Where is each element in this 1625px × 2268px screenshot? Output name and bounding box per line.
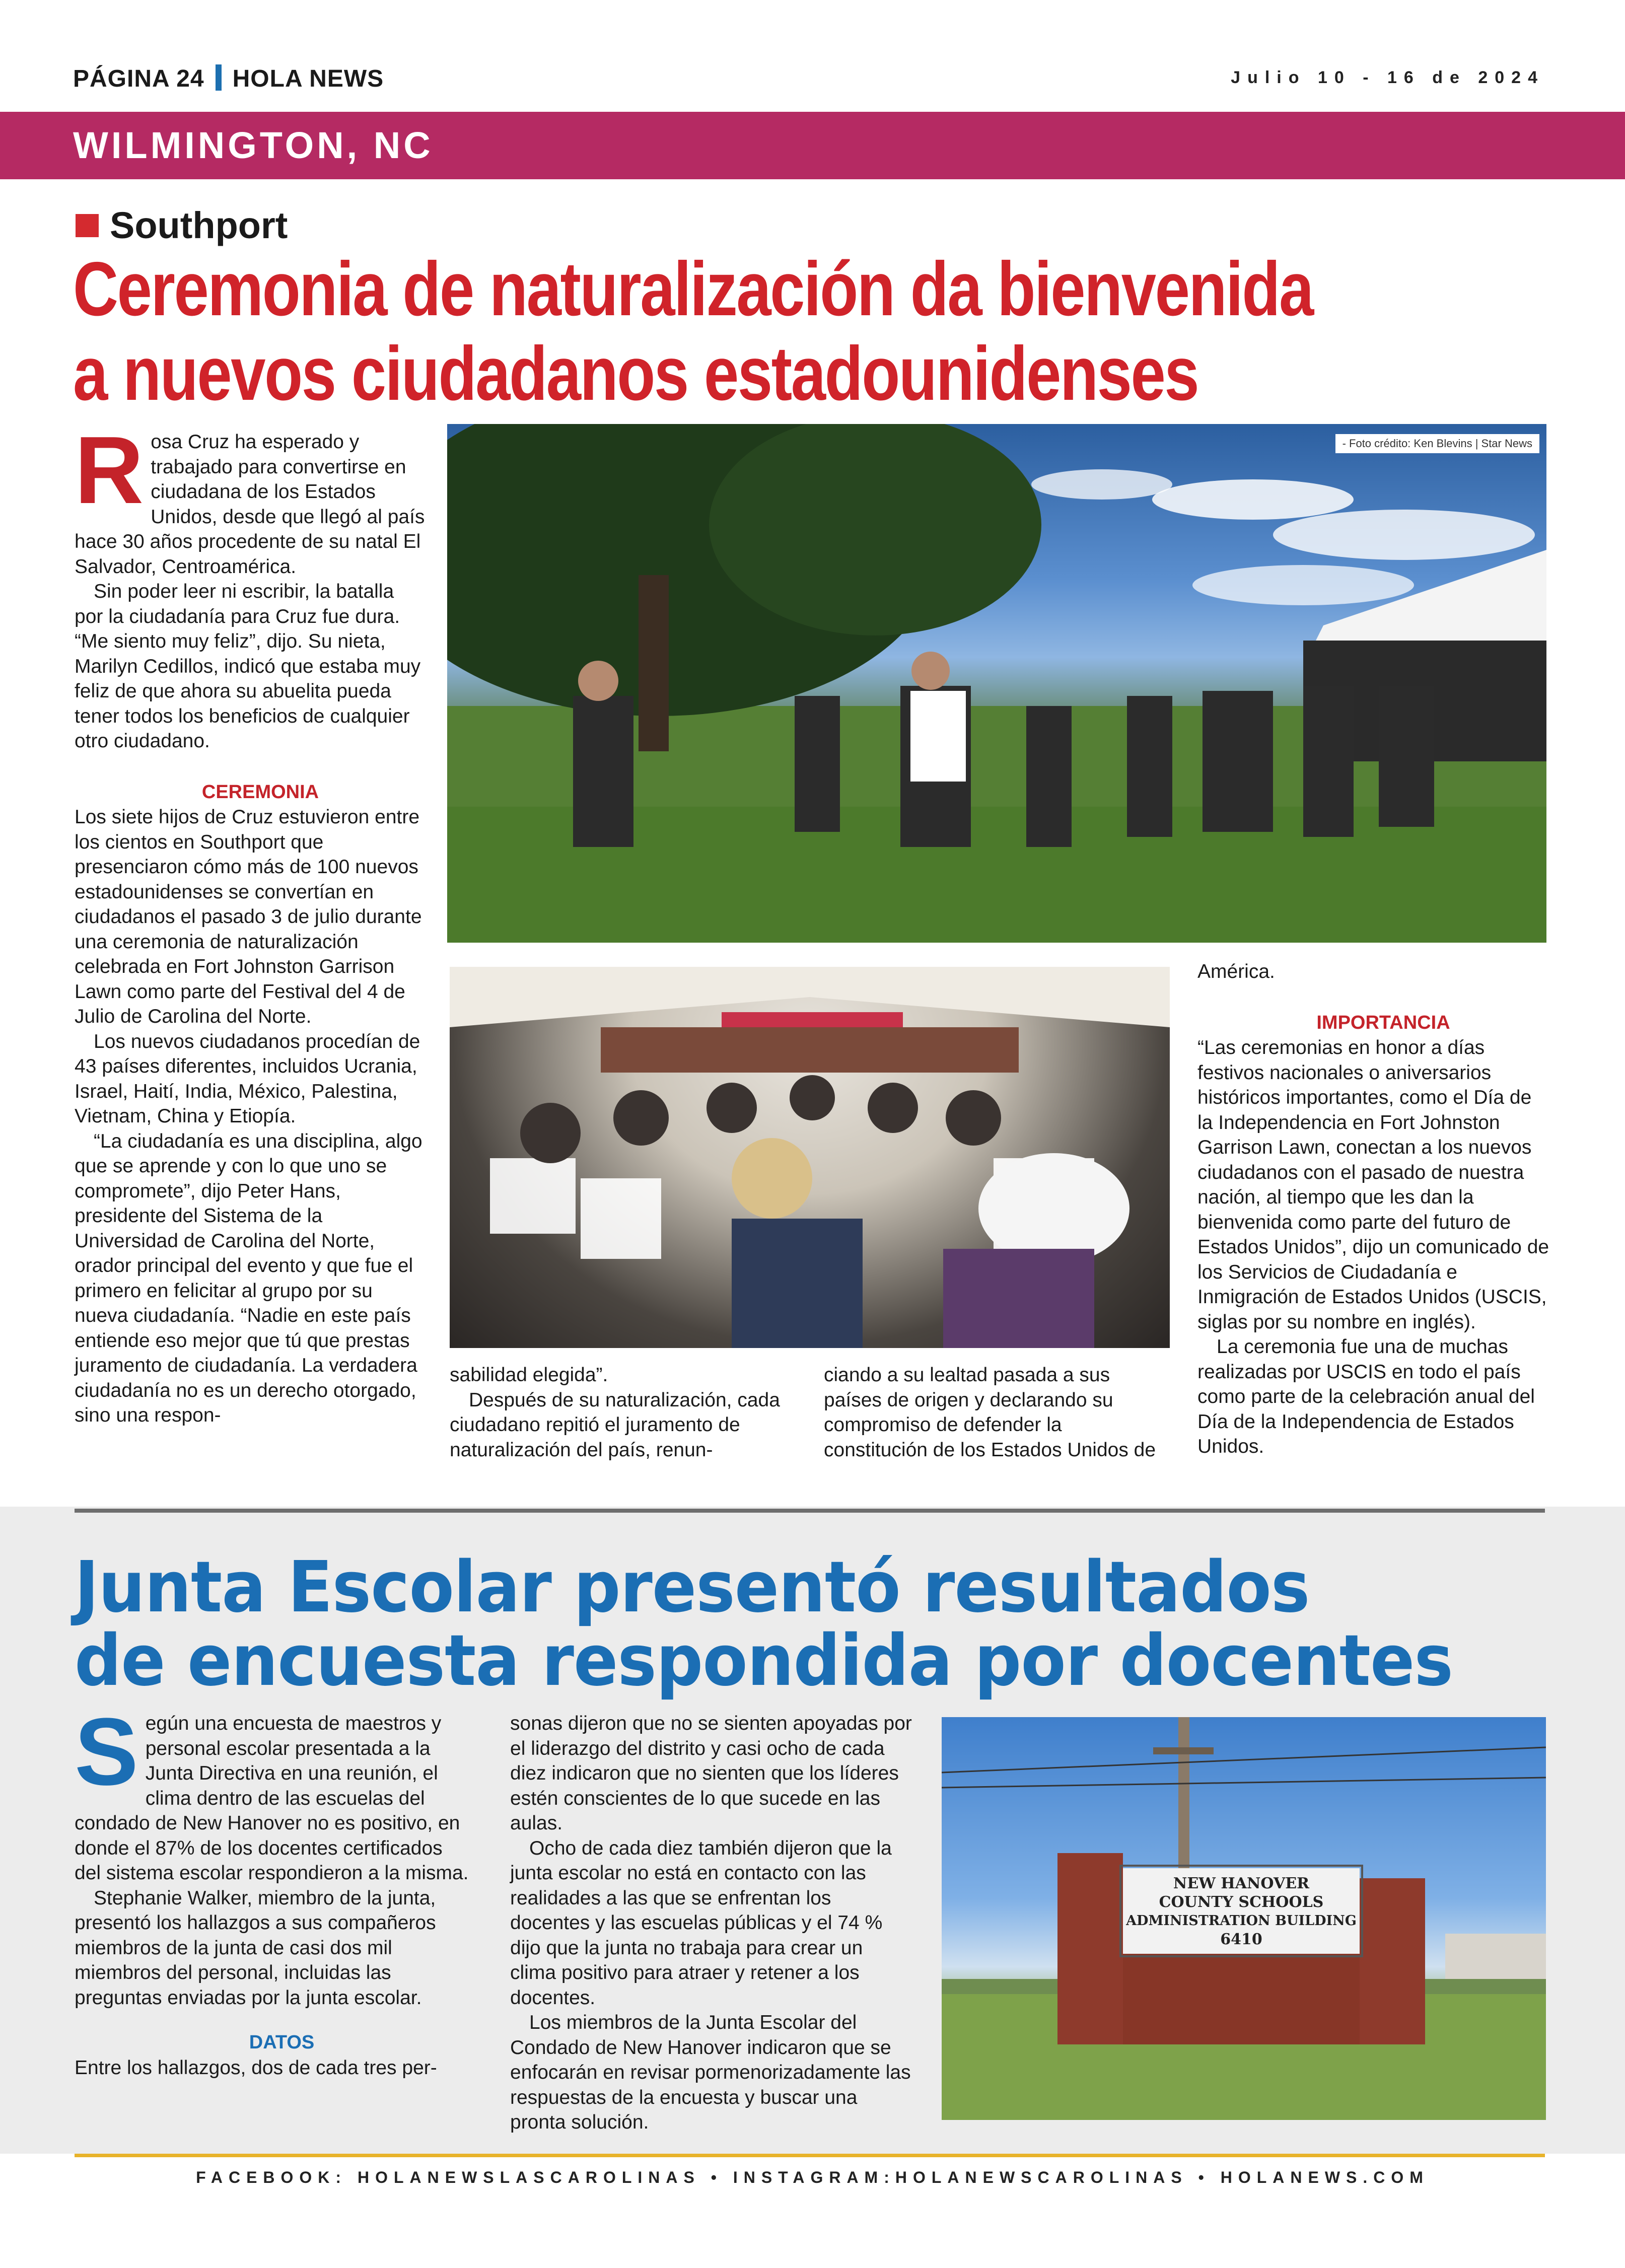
- article1-kicker: [76, 204, 288, 247]
- paragraph: Ocho de cada diez también dijeron que la junta escolar no está en contacto con las realidades a las que se enfrentan los docentes y las escuelas públicas y el 74 % dijo que la junta no trabaja para crear un clima positivo para atraer y retener a los docentes.: [510, 1837, 892, 2009]
- article1-column-3: [824, 1363, 1166, 1462]
- footer-rule: [75, 2154, 1545, 2157]
- paragraph: “La ciudadanía es una disciplina, algo que se aprende y con lo que uno se compromete”, dijo Peter Hans, presidente del Sistema de la Universidad de Carolina del Norte, orador principal del evento y que fue el primero en felicitar al grupo por su nueva ciudadanía. “Nadie en este país entiende eso mejor que tú que prestas juramento de ciudadanía. La verdadera ciudadanía no es un derecho otorgado, sino una respon-: [75, 1130, 422, 1426]
- school-administration-sign-photo: [942, 1717, 1546, 2120]
- headline-line: de encuesta respondida por docentes: [75, 1620, 1453, 1702]
- photo-credit: - Foto crédito: Ken Blevins | Star News: [1335, 434, 1539, 453]
- sign-line: NEW HANOVER: [1173, 1875, 1310, 1892]
- kicker-square-icon: [76, 214, 99, 237]
- headline-line: Junta Escolar presentó resultados: [75, 1546, 1310, 1628]
- paragraph: Entre los hallazgos, dos de cada tres per-: [75, 2057, 437, 2079]
- publication-name: HOLA NEWS: [232, 65, 384, 92]
- paragraph: Stephanie Walker, miembro de la junta, presentó los hallazgos a sus compañeros miembros de la junta de casi dos mil miembros del personal, incluidas las preguntas enviadas por la junta escolar.: [75, 1887, 436, 2009]
- paragraph: Los siete hijos de Cruz estuvieron entre los cientos en Southport que presenciaron cómo más de 100 nuevos estadounidenses se convertían en ciudadanos el pasado 3 de julio durante una ceremonia de naturalización celebrada en Fort Johnston Garrison Lawn como parte del Festival del 4 de Julio de Carolina del Norte.: [75, 806, 422, 1027]
- footer-social-links: FACEBOOK: HOLANEWSLASCAROLINAS • INSTAGRAM:HOLANEWSCAROLINAS • HOLANEWS.COM: [196, 2168, 1429, 2186]
- paragraph: osa Cruz ha esperado y trabajado para convertirse en ciudadana de los Estados Unidos, desde que llegó al país hace 30 años procedente de su natal El Salvador, Centroamérica.: [75, 431, 425, 578]
- issue-date: Julio 10 - 16 de 2024: [1231, 68, 1544, 87]
- article1-headline: [73, 247, 1560, 416]
- section-city: WILMINGTON, NC: [73, 124, 434, 166]
- paragraph: sonas dijeron que no se sienten apoyadas por el liderazgo del distrito y casi ocho de cada diez indicaron que no sienten que los líderes estén conscientes de lo que sucede en las aulas.: [510, 1713, 912, 1834]
- drop-cap: R: [75, 417, 144, 524]
- paragraph: “Las ceremonias en honor a días festivos nacionales o aniversarios históricos importantes, como el Día de la Independencia en Fort Johnston Garrison Lawn, conectan a los nuevos ciudadanos con el pasado de nuestra nación, al tiempo que les dan la bienvenida como parte del futuro de Estados Unidos”, dijo un comunicado de los Servicios de Ciudadanía e Inmigración de Estados Unidos (USCIS, siglas por su nombre en inglés).: [1197, 1037, 1549, 1333]
- article1-column-4: [1197, 959, 1550, 1459]
- paragraph: ciando a su lealtad pasada a sus países de origen y declarando su compromiso de defender la constitución de los Estados Unidos de: [824, 1364, 1156, 1461]
- article1-column-1: [75, 417, 427, 1428]
- headline-line: Ceremonia de naturalización da bienvenida: [73, 246, 1313, 332]
- paragraph: América.: [1197, 961, 1275, 982]
- paragraph: Después de su naturalización, cada ciudadano repitió el juramento de naturalización del país, renun-: [450, 1389, 780, 1461]
- subhead: DATOS: [249, 2032, 315, 2053]
- headline-line: a nuevos ciudadanos estadounidenses: [73, 331, 1198, 416]
- paragraph: Los nuevos ciudadanos procedían de 43 países diferentes, incluidos Ucrania, Israel, Haití, India, México, Palestina, Vietnam, China y Etiopía.: [75, 1030, 420, 1127]
- article2-column-2: [510, 1711, 913, 2135]
- paragraph: Sin poder leer ni escribir, la batalla por la ciudadanía para Cruz fue dura. “Me siento muy feliz”, dijo. Su nieta, Marilyn Cedillos, indicó que estaba muy feliz de que ahora su abuelita pueda tener todos los beneficios de cualquier otro ciudadano.: [75, 581, 421, 752]
- page-header: [73, 64, 384, 93]
- drop-cap: S: [75, 1698, 138, 1805]
- kicker-text: Southport: [110, 204, 288, 246]
- paragraph: egún una encuesta de maestros y personal escolar presentada a la Junta Directiva en una reunión, el clima dentro de las escuelas del condado de New Hanover no es positivo, en donde el 87% de los docentes certificados del sistema escolar respondieron a la misma.: [75, 1713, 469, 1884]
- header-separator: [216, 64, 222, 91]
- ceremony-lawn-photo: [447, 424, 1546, 943]
- sign-line: 6410: [1220, 1931, 1262, 1948]
- article1-column-2: [450, 1363, 792, 1462]
- sign-line: ADMINISTRATION BUILDING: [1126, 1913, 1357, 1929]
- article2-headline: [75, 1546, 1453, 1702]
- paragraph: Los miembros de la Junta Escolar del Condado de New Hanover indicaron que se enfocarán en revisar pormenorizadamente las respuestas de la encuesta y buscar una pronta solución.: [510, 2012, 911, 2133]
- paragraph: sabilidad elegida”.: [450, 1364, 608, 1386]
- article2-column-1: [75, 1698, 470, 2080]
- sign-line: COUNTY SCHOOLS: [1159, 1893, 1324, 1911]
- sign-text: [1123, 1874, 1360, 1949]
- page-number: PÁGINA 24: [73, 65, 204, 92]
- subhead: CEREMONIA: [201, 781, 319, 803]
- paragraph: La ceremonia fue una de muchas realizadas por USCIS en todo el país como parte de la celebración anual del Día de la Independencia de Estados Unidos.: [1197, 1336, 1535, 1457]
- subhead: IMPORTANCIA: [1316, 1012, 1450, 1033]
- ceremony-tent-audience-photo: [450, 967, 1170, 1348]
- section-divider: [75, 1509, 1545, 1513]
